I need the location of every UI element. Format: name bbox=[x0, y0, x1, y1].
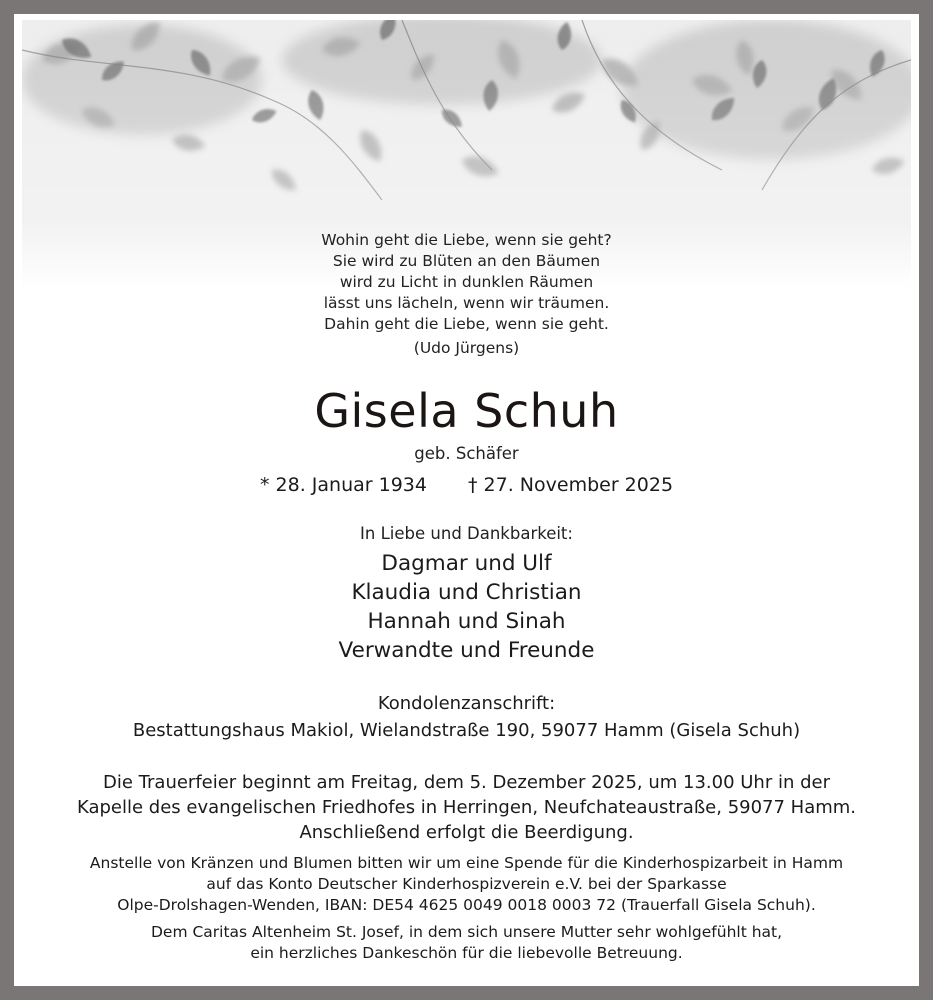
mourner-name: Dagmar und Ulf bbox=[381, 551, 552, 576]
funeral-line: Anschließend erfolgt die Beerdigung. bbox=[299, 822, 634, 843]
poem-line: Dahin geht die Liebe, wenn sie geht. bbox=[324, 315, 609, 333]
birth-date: * 28. Januar 1934 bbox=[260, 474, 427, 496]
donation-line: Anstelle von Kränzen und Blumen bitten wir um eine Spende für die Kinderhospizarbeit in Hamm bbox=[89, 854, 844, 872]
obituary-frame bbox=[14, 14, 919, 986]
funeral-line: Die Trauerfeier beginnt am Freitag, dem 5. Dezember 2025, um 13.00 Uhr in der bbox=[103, 772, 830, 793]
poem-line: wird zu Licht in dunklen Räumen bbox=[339, 273, 594, 291]
death-date: 27. November 2025 bbox=[483, 474, 674, 496]
funeral-line: Kapelle des evangelischen Friedhofes in Herringen, Neufchateaustraße, 59077 Hamm. bbox=[76, 797, 857, 818]
poem-line: Wohin geht die Liebe, wenn sie geht? bbox=[321, 231, 612, 249]
obituary-card bbox=[22, 20, 911, 980]
mourner-name: Verwandte und Freunde bbox=[338, 638, 595, 663]
donation-line: Olpe-Drolshagen-Wenden, IBAN: DE54 4625 0049 0018 0003 72 (Trauerfall Gisela Schuh). bbox=[117, 896, 816, 914]
condolence-label: Kondolenzanschrift: bbox=[377, 693, 556, 714]
life-dates bbox=[22, 474, 911, 500]
poem-line: Sie wird zu Blüten an den Bäumen bbox=[332, 252, 601, 270]
poem-author: (Udo Jürgens) bbox=[413, 339, 520, 357]
poem-line: lässt uns lächeln, wenn wir träumen. bbox=[323, 294, 610, 312]
death-date-group bbox=[468, 474, 673, 496]
cross-icon: † bbox=[468, 474, 478, 496]
deceased-name: Gisela Schuh bbox=[314, 384, 619, 438]
condolence-address: Bestattungshaus Makiol, Wielandstraße 190, 59077 Hamm (Gisela Schuh) bbox=[132, 720, 801, 741]
thanks-line: ein herzliches Dankeschön für die liebevolle Betreuung. bbox=[250, 944, 683, 962]
mourner-name: Klaudia und Christian bbox=[351, 580, 582, 605]
maiden-name: geb. Schäfer bbox=[414, 444, 519, 463]
mourner-name: Hannah und Sinah bbox=[367, 609, 566, 634]
donation-line: auf das Konto Deutscher Kinderhospizverein e.V. bei der Sparkasse bbox=[206, 875, 727, 893]
mourners-intro: In Liebe und Dankbarkeit: bbox=[360, 524, 573, 543]
thanks-line: Dem Caritas Altenheim St. Josef, in dem sich unsere Mutter sehr wohlgefühlt hat, bbox=[150, 923, 783, 941]
